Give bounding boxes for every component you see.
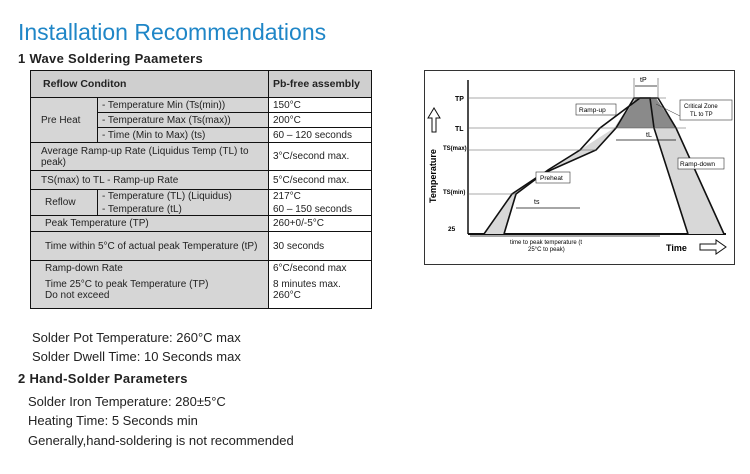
x-axis-label: Time	[666, 243, 687, 253]
table-row	[31, 143, 372, 171]
within5-label: Time within 5°C of actual peak Temperature (tP)	[31, 232, 269, 261]
tp-time-label: tP	[640, 77, 647, 84]
table-header-row	[31, 71, 372, 98]
tsmin-label: TS(min)	[443, 190, 466, 196]
hand-solder-note: Generally,hand-soldering is not recommended	[28, 433, 294, 448]
reflow-parameters-table	[30, 70, 372, 309]
ramp-up-value: 3°C/second max.	[269, 143, 372, 171]
rampdown-label: Ramp-down Rate	[45, 263, 123, 274]
peak-label: Peak Temperature (TP)	[31, 216, 269, 232]
solder-pot-temperature: Solder Pot Temperature: 260°C max	[32, 330, 241, 345]
time-to-peak-line2: 25°C to peak)	[528, 247, 565, 253]
not-exceed-value: 260°C	[273, 290, 301, 301]
reflow-time-label: - Temperature (tL)	[98, 204, 269, 216]
solder-iron-temperature: Solder Iron Temperature: 280±5°C	[28, 394, 226, 409]
preheat-max-label: - Temperature Max (Ts(max))	[98, 113, 269, 128]
t25-label: 25	[448, 226, 456, 233]
solder-dwell-time: Solder Dwell Time: 10 Seconds max	[32, 349, 241, 364]
rampdown-cell	[31, 261, 269, 309]
peak-value: 260+0/-5°C	[269, 216, 372, 232]
not-exceed-label: Do not exceed	[45, 290, 110, 301]
ramp-down-label: Ramp-down	[680, 161, 716, 168]
y-axis-label: Temperature	[428, 149, 438, 203]
tl-label: TL	[455, 126, 464, 133]
reflow-temp-label: - Temperature (TL) (Liquidus)	[98, 190, 269, 204]
table-row	[31, 98, 372, 113]
ramp-up-label: Average Ramp-up Rate (Liquidus Temp (TL) to peak)	[31, 143, 269, 171]
ts-time-label: ts	[534, 199, 540, 206]
reflow-profile-diagram	[424, 70, 736, 266]
heating-time: Heating Time: 5 Seconds min	[28, 413, 198, 428]
critical-zone-line2: TL to TP	[690, 112, 713, 118]
reflow-temp-value: 217°C	[269, 190, 372, 204]
page-title: Installation Recommendations	[18, 19, 327, 45]
preheat-time-value: 60 – 120 seconds	[269, 128, 372, 143]
preheat-label: Preheat	[540, 175, 563, 182]
within5-value: 30 seconds	[269, 232, 372, 261]
time25-value: 8 minutes max.	[273, 279, 341, 290]
rampdown-value: 6°C/second max	[273, 263, 347, 274]
reflow-label: Reflow	[31, 190, 98, 216]
time25-label: Time 25°C to peak Temperature (TP)	[45, 279, 209, 290]
tp-label: TP	[455, 96, 464, 103]
header-reflow-condition: Reflow Conditon	[31, 71, 269, 98]
table-row	[31, 216, 372, 232]
preheat-time-label: - Time (Min to Max) (ts)	[98, 128, 269, 143]
ts-to-tl-value: 5°C/second max.	[269, 171, 372, 190]
table-row	[31, 190, 372, 204]
preheat-min-value: 150°C	[269, 98, 372, 113]
table-row	[31, 232, 372, 261]
rampdown-values-cell	[269, 261, 372, 309]
preheat-min-label: - Temperature Min (Ts(min))	[98, 98, 269, 113]
preheat-max-value: 200°C	[269, 113, 372, 128]
ts-to-tl-label: TS(max) to TL - Ramp-up Rate	[31, 171, 269, 190]
critical-zone-line1: Critical Zone	[684, 104, 718, 110]
ramp-up-label: Ramp-up	[579, 107, 606, 114]
time-to-peak-line1: time to peak temperature (t	[510, 240, 583, 246]
section-heading-wave: 1 Wave Soldering Paameters	[18, 51, 204, 66]
preheat-label: Pre Heat	[31, 98, 98, 143]
reflow-time-value: 60 – 150 seconds	[269, 204, 372, 216]
table-row	[31, 261, 372, 309]
table-row	[31, 171, 372, 190]
tl-time-label: tL	[646, 132, 652, 139]
tsmax-label: TS(max)	[443, 146, 467, 152]
section-heading-hand: 2 Hand-Solder Parameters	[18, 371, 188, 386]
header-pb-free: Pb-free assembly	[269, 71, 372, 98]
